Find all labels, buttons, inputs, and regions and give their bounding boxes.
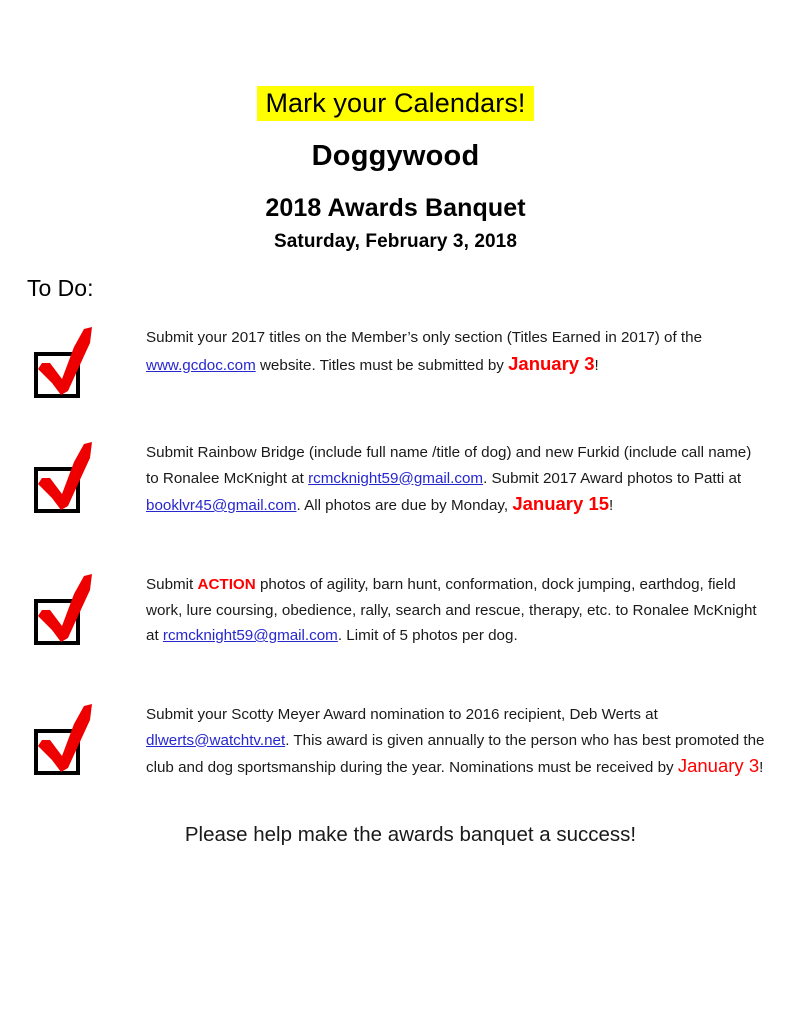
- checkbox-item-3-action-photos[interactable]: [28, 572, 100, 652]
- closing-message: Please help make the awards banquet a success!: [184, 823, 637, 846]
- emphasis-text: ACTION: [197, 576, 256, 593]
- hyperlink[interactable]: rcmcknight59@gmail.com: [308, 469, 484, 487]
- checkbox-outline: [34, 599, 80, 645]
- body-text: Submit: [146, 576, 198, 593]
- checkbox-outline: [34, 729, 80, 775]
- body-text: Submit Rainbow Bridge (include full name /title of dog) and new Furkid (include call name) to Ronalee McKnight at: [146, 444, 752, 487]
- body-text: !: [594, 356, 599, 374]
- checkbox-item-2-rainbow-bridge[interactable]: [28, 440, 100, 520]
- mark-your-calendars-banner: Mark your Calendars!: [257, 86, 533, 121]
- deadline-date: January 3: [677, 755, 760, 776]
- checklist-item-text: [146, 702, 766, 781]
- to-do-heading: To Do:: [27, 275, 94, 301]
- checklist-item-text: [146, 572, 766, 649]
- checklist-item-text: [146, 440, 766, 519]
- checkbox-outline: [34, 352, 80, 398]
- checklist-item-text: [146, 325, 766, 378]
- body-text: . This award is given annually to the person who has best promoted the club and dog sportsmanship during the year. Nominations must be received by: [146, 731, 765, 776]
- event-date: Saturday, February 3, 2018: [273, 230, 518, 252]
- deadline-date: January 15: [512, 493, 610, 514]
- hyperlink[interactable]: www.gcdoc.com: [146, 356, 256, 374]
- banner-line: [0, 86, 791, 121]
- closing-message-row: [0, 823, 791, 848]
- checkbox-outline: [34, 467, 80, 513]
- body-text: Submit your Scotty Meyer Award nomination to 2016 recipient, Deb Werts at: [146, 706, 658, 723]
- body-text: !: [609, 497, 614, 514]
- checkbox-item-1-titles[interactable]: [28, 325, 100, 405]
- hyperlink[interactable]: booklvr45@gmail.com: [146, 497, 297, 514]
- body-text: Submit your 2017 titles on the Member’s only section (Titles Earned in 2017) of the: [146, 329, 703, 346]
- document-header: [0, 0, 791, 253]
- body-text: . Limit of 5 photos per dog.: [337, 627, 518, 644]
- checkbox-item-4-scotty-meyer-award[interactable]: [28, 702, 100, 782]
- event-title: 2018 Awards Banquet: [265, 194, 526, 223]
- deadline-date: January 3: [508, 352, 595, 374]
- body-text: website. Titles must be submitted by: [255, 356, 509, 374]
- body-text: !: [759, 759, 764, 776]
- body-text: . All photos are due by Monday,: [296, 497, 513, 514]
- hyperlink[interactable]: rcmcknight59@gmail.com: [162, 627, 338, 644]
- body-text: . Submit 2017 Award photos to Patti at: [483, 469, 742, 487]
- organization-name: Doggywood: [311, 140, 480, 173]
- hyperlink[interactable]: dlwerts@watchtv.net: [146, 731, 286, 749]
- body-text: photos of agility, barn hunt, conformation, dock jumping, earthdog, field work, lure coursing, obedience, rally, search and rescue, therapy, etc. to Ronalee McKnight at: [146, 576, 757, 644]
